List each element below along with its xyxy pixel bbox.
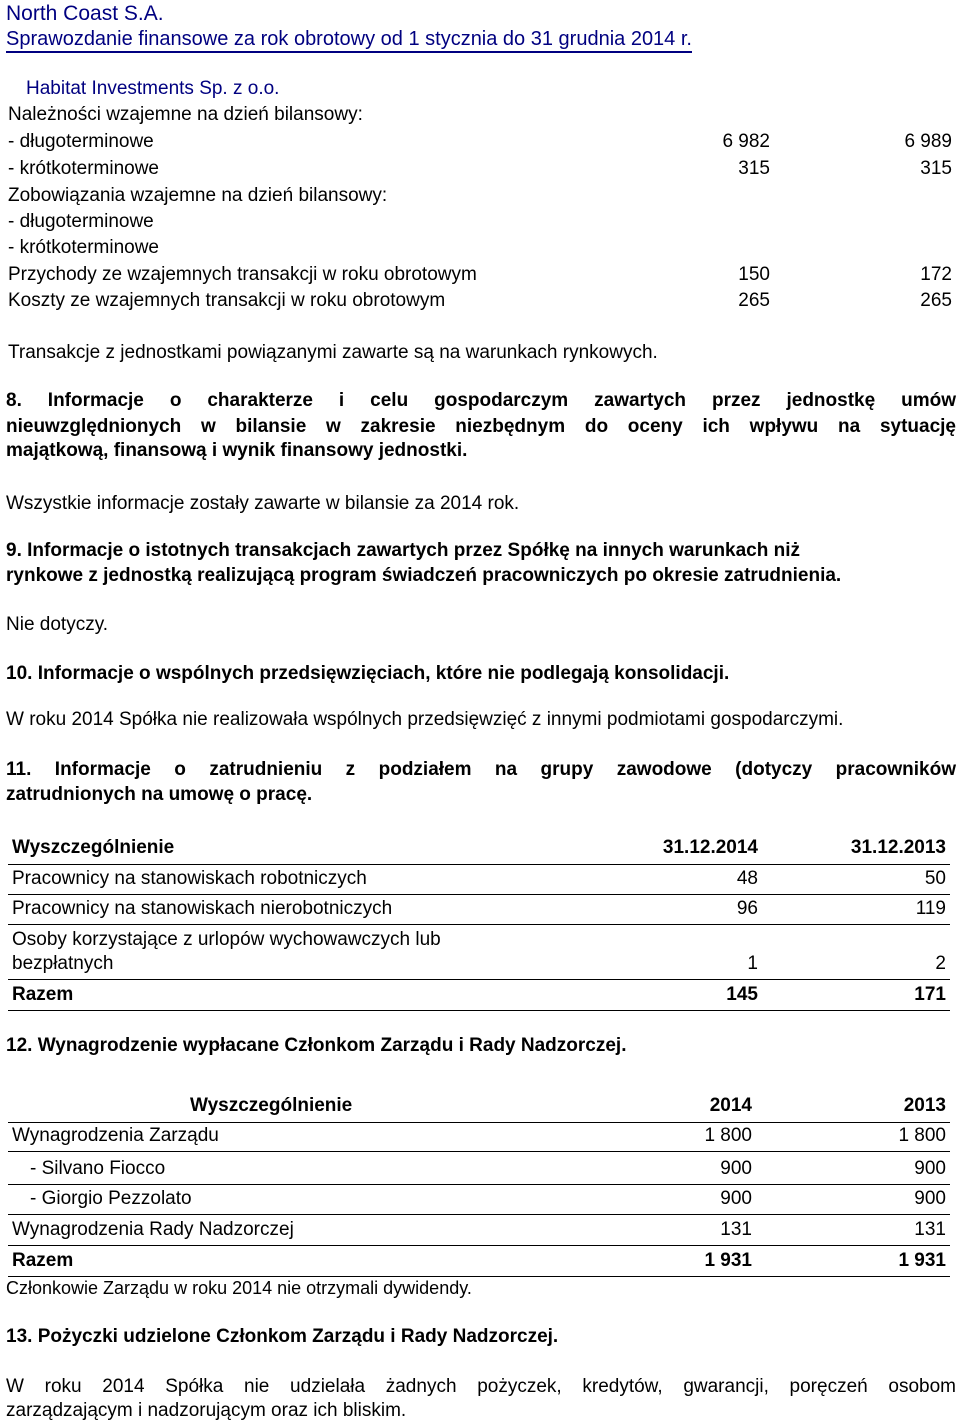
section-12-note: Członkowie Zarządu w roku 2014 nie otrzymali dywidendy. xyxy=(6,1278,472,1298)
section-10-title: 10. Informacje o wspólnych przedsięwzięciach, które nie podlegają konsolidacji. xyxy=(6,663,730,684)
table-row-label: Wynagrodzenia Rady Nadzorczej xyxy=(12,1219,294,1240)
table-total-2013: 171 xyxy=(914,984,946,1005)
table-rule xyxy=(8,1184,950,1185)
table-header-cell: 31.12.2014 xyxy=(662,837,758,858)
section-8-title-line-2: nieuwzględnionych w bilansie w zakresie niezbędnym do oceny ich wpływu na sytuację xyxy=(6,416,956,437)
table-header-cell: 2013 xyxy=(903,1095,946,1116)
table-rule xyxy=(8,1276,950,1277)
table-cell-2013: 119 xyxy=(915,898,946,919)
section-11-title-line-1: 11. Informacje o zatrudnieniu z podziałem na grupy zawodowe (dotyczy pracowników xyxy=(6,759,956,780)
table-cell-2014: 96 xyxy=(736,898,758,919)
section-11-title-line-2: zatrudnionych na umowę o pracę. xyxy=(6,784,313,805)
table-row-label: - Silvano Fiocco xyxy=(30,1158,166,1179)
related-row-label: - krótkoterminowe xyxy=(8,158,159,179)
table-cell-2013: 50 xyxy=(924,868,946,889)
table-cell-2014: 900 xyxy=(720,1188,752,1209)
table-row-label: Wynagrodzenia Zarządu xyxy=(12,1125,219,1146)
company-name: North Coast S.A. xyxy=(6,2,164,25)
related-row-value-2014: 6 982 xyxy=(722,131,770,152)
table-rule xyxy=(8,1214,950,1215)
table-rule xyxy=(8,924,950,925)
table-total-2013: 1 931 xyxy=(898,1250,946,1271)
related-row-label: Koszty ze wzajemnych transakcji w roku obrotowym xyxy=(8,290,446,311)
related-row-label: - długoterminowe xyxy=(8,211,154,232)
table-cell-2014: 131 xyxy=(720,1219,752,1240)
table-rule xyxy=(8,864,950,865)
related-row-value-2014: 150 xyxy=(738,264,770,285)
related-entity-name: Habitat Investments Sp. z o.o. xyxy=(26,78,280,99)
table-row-label: Osoby korzystające z urlopów wychowawczych lub xyxy=(12,929,441,950)
related-party-note: Transakcje z jednostkami powiązanymi zawarte są na warunkach rynkowych. xyxy=(8,342,658,363)
section-8-title-line-1: 8. Informacje o charakterze i celu gospodarczym zawartych przez jednostkę umów xyxy=(6,390,956,411)
related-row-value-2014: 315 xyxy=(738,158,770,179)
related-row-label: Przychody ze wzajemnych transakcji w roku obrotowym xyxy=(8,264,477,285)
table-cell-2013: 1 800 xyxy=(898,1125,946,1146)
table-cell-2014: 48 xyxy=(736,868,758,889)
table-total-label: Razem xyxy=(12,1250,74,1271)
table-cell-2013: 900 xyxy=(914,1158,946,1179)
table-rule xyxy=(8,1151,950,1152)
table-rule xyxy=(8,979,950,980)
section-8-text: Wszystkie informacje zostały zawarte w bilansie za 2014 rok. xyxy=(6,493,520,514)
related-row-value-2013: 172 xyxy=(920,264,952,285)
table-cell-2014: 900 xyxy=(720,1158,752,1179)
report-title: Sprawozdanie finansowe za rok obrotowy od 1 stycznia do 31 grudnia 2014 r. xyxy=(6,28,692,53)
section-13-text-line-1: W roku 2014 Spółka nie udzielała żadnych pożyczek, kredytów, gwarancji, poręczeń osobom xyxy=(6,1376,956,1397)
section-9-title-line-2: rynkowe z jednostką realizującą program świadczeń pracowniczych po okresie zatrudnienia. xyxy=(6,565,842,586)
section-12-title: 12. Wynagrodzenie wypłacane Członkom Zarządu i Rady Nadzorczej. xyxy=(6,1035,627,1056)
related-row-value-2014: 265 xyxy=(738,290,770,311)
table-rule xyxy=(8,1010,950,1011)
table-row-label: bezpłatnych xyxy=(12,953,114,974)
table-rule xyxy=(8,1245,950,1246)
related-row-label: Zobowiązania wzajemne na dzień bilansowy: xyxy=(8,185,388,206)
section-13-text-line-2: zarządzającym i nadzorującym oraz ich bliskim. xyxy=(6,1400,407,1421)
table-cell-2013: 900 xyxy=(914,1188,946,1209)
table-header-cell: Wyszczególnienie xyxy=(190,1095,353,1116)
table-cell-2013: 131 xyxy=(914,1219,946,1240)
table-total-2014: 1 931 xyxy=(704,1250,752,1271)
section-13-title: 13. Pożyczki udzielone Członkom Zarządu i Rady Nadzorczej. xyxy=(6,1326,559,1347)
section-9-title-line-1: 9. Informacje o istotnych transakcjach zawartych przez Spółkę na innych warunkach niż xyxy=(6,540,801,561)
table-cell-2013: 2 xyxy=(935,953,946,974)
table-cell-2014: 1 xyxy=(747,953,758,974)
section-10-text: W roku 2014 Spółka nie realizowała wspólnych przedsięwzięć z innymi podmiotami gospodarczymi. xyxy=(6,709,844,730)
table-cell-2014: 1 800 xyxy=(704,1125,752,1146)
table-row-label: Pracownicy na stanowiskach nierobotniczych xyxy=(12,898,393,919)
table-total-2014: 145 xyxy=(726,984,758,1005)
related-row-label: - krótkoterminowe xyxy=(8,237,159,258)
related-row-value-2013: 265 xyxy=(920,290,952,311)
related-row-value-2013: 6 989 xyxy=(904,131,952,152)
table-row-label: Pracownicy na stanowiskach robotniczych xyxy=(12,868,367,889)
table-total-label: Razem xyxy=(12,984,74,1005)
table-rule xyxy=(8,894,950,895)
section-8-title-line-3: majątkową, finansową i wynik finansowy jednostki. xyxy=(6,440,468,461)
related-row-label: - długoterminowe xyxy=(8,131,154,152)
related-row-label: Należności wzajemne na dzień bilansowy: xyxy=(8,104,363,125)
table-header-cell: 31.12.2013 xyxy=(850,837,946,858)
table-header-cell: Wyszczególnienie xyxy=(12,837,175,858)
section-9-text: Nie dotyczy. xyxy=(6,614,109,635)
table-row-label: - Giorgio Pezzolato xyxy=(30,1188,192,1209)
related-row-value-2013: 315 xyxy=(920,158,952,179)
table-header-cell: 2014 xyxy=(709,1095,752,1116)
table-rule xyxy=(8,1122,950,1123)
